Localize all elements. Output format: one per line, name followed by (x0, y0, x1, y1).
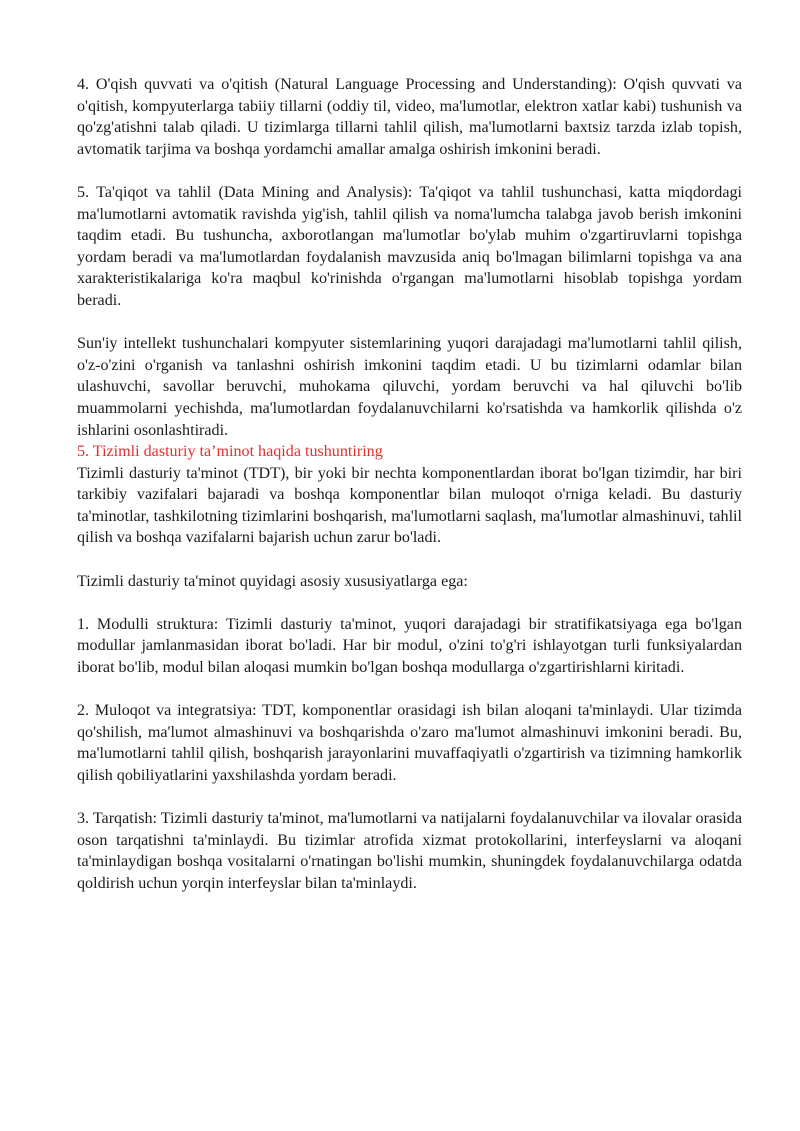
paragraph-ai-summary: Sun'iy intellekt tushunchalari kompyuter sistemlarining yuqori darajadagi ma'lumotlarni tahlil qilish, o'z-o'zini o'rganish va tanlashni oshirish imkonini taqdim etadi. U bu tizimlarni odamlar bilan ulashuvchi, savollar beruvchi, muhokama qiluvchi, yordam beruvchi va hal qiluvchi bo'lib muammolarni yechishda, ma'lumotlardan foydalanuvchilarni ko'rsatishda va hamkorlik qilishda o'z ishlarini osonlashtiradi. (77, 335, 742, 439)
paragraph-nlp: 4. O'qish quvvati va o'qitish (Natural Language Processing and Understanding): O'qish quvvati va o'qitish, kompyuterlarga tabiiy tillarni (oddiy til, video, ma'lumotlar, elektron xatlar kabi) tushunish va qo'zg'atishni talab qiladi. U tizimlarga tillarni tahlil qilish, ma'lumotlarni baxtsiz tarzda izlab topish, avtomatik tarjima va boshqa yordamchi amallar amalga oshirish imkonini beradi. (77, 76, 742, 158)
paragraph-modular-structure: 1. Modulli struktura: Tizimli dasturiy ta'minot, yuqori darajadagi bir stratifikatsiyaga ega bo'lgan modullar jamlanmasidan iborat bo'ladi. Har bir modul, o'zini to'g'ri ishlayotgan turli funksiyalardan iborat bo'lib, modul bilan aloqasi mumkin bo'lgan boshqa modullarga o'zgartirishlarni kiritadi. (77, 615, 742, 677)
section-heading: 5. Tizimli dasturiy ta’minot haqida tushuntiring (77, 443, 383, 461)
paragraph-communication-integration: 2. Muloqot va integratsiya: TDT, komponentlar orasidagi ish bilan aloqani ta'minlaydi. Ular tizimda qo'shilish, ma'lumot almashinuvi va boshqarishda o'zaro ma'lumot almashinuvi imkonini beradi. Bu, ma'lumotlarni tahlil qilish, boshqarish jarayonlarini muvaffaqiyatli o'zgartirish va tizimning hamkorlik qilish qobiliyatlarini yaxshilashda yordam beradi. (77, 702, 742, 784)
paragraph-data-mining: 5. Ta'qiqot va tahlil (Data Mining and Analysis): Ta'qiqot va tahlil tushunchasi, katta miqdordagi ma'lumotlarni avtomatik ravishda yig'ish, tahlil qilish va noma'lumcha talabga javob berish imkonini taqdim etadi. Bu tushuncha, axborotlangan ma'lumotlar bo'ylab muhim o'zgartiruvlarni topishga yordam beradi va ma'lumotlardan foydalanish mavzusida aniq bo'lmagan bilimlarni topishga va ana xarakteristikalariga ko'ra maqbul ko'rinishda o'rgangan ma'lumotlarni hisoblab topishga yordam beradi. (77, 183, 742, 309)
paragraph-distribution: 3. Tarqatish: Tizimli dasturiy ta'minot, ma'lumotlarni va natijalarni foydalanuvchilar va ilovalar orasida oson tarqatishni ta'minlaydi. Bu tizimlar atrofida xizmat protokollarini, interfeyslarni va aloqani ta'minlaydigan boshqa vositalarni o'rnatingan bo'lishi mumkin, shuningdek foydalanuvchilarga odatda qoldirish uchun yorqin interfeyslar bilan ta'minlaydi. (77, 810, 742, 892)
paragraph-tdt-definition: Tizimli dasturiy ta'minot (TDT), bir yoki bir nechta komponentlardan iborat bo'lgan tizimdir, har biri tarkibiy vazifalari bajaradi va boshqa komponentlar bilan muloqot o'rniga keladi. Bu dasturiy ta'minotlar, tashkilotning tizimlarini boshqarish, ma'lumotlarni saqlash, ma'lumotlar almashinuvi, tahlil qilish va boshqa vazifalarni bajarish uchun zarur bo'ladi. (77, 464, 742, 547)
paragraph-tdt-features-intro: Tizimli dasturiy ta'minot quyidagi asosiy xususiyatlarga ega: (77, 572, 468, 590)
document-page (77, 74, 742, 916)
